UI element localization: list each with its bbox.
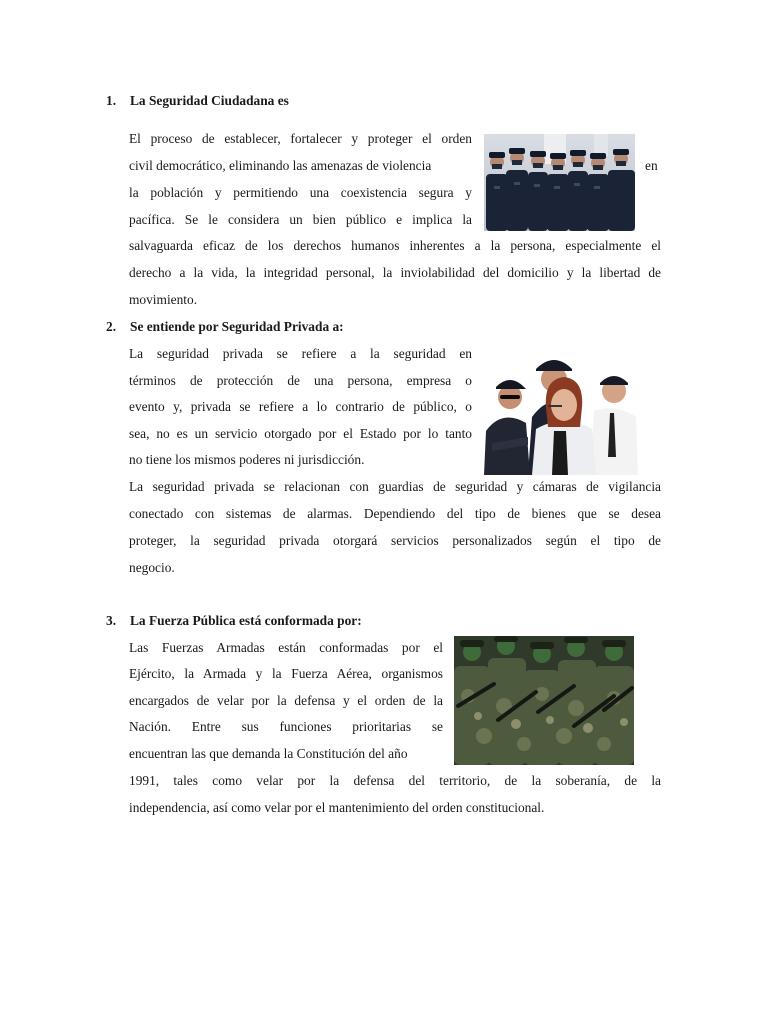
paragraph-line: El proceso de establecer, fortalecer y proteger el orden <box>129 131 472 146</box>
section-title: Se entiende por Seguridad Privada a: <box>130 319 344 334</box>
paragraph-line: 1991, tales como velar por la defensa del territorio, de la soberanía, de la <box>129 773 661 788</box>
private-security-guards-photo <box>484 347 640 475</box>
section-number: 1. <box>106 93 117 108</box>
paragraph-line: civil democrático, eliminando las amenazas de violencia <box>129 158 432 173</box>
section-number: 3. <box>106 613 117 628</box>
section-heading-2 <box>106 318 344 336</box>
paragraph-line: en <box>645 158 658 173</box>
paragraph-line: independencia, así como velar por el mantenimiento del orden constitucional. <box>129 800 545 815</box>
paragraph-line: La seguridad privada se refiere a la seguridad en <box>129 346 472 361</box>
paragraph-line: Nación. Entre sus funciones prioritarias se <box>129 719 443 734</box>
paragraph-line: términos de protección de una persona, empresa o <box>129 373 472 388</box>
section-title: La Seguridad Ciudadana es <box>130 93 289 108</box>
paragraph-line: Las Fuerzas Armadas están conformadas por el <box>129 640 443 655</box>
paragraph-line: evento y, privada se refiere a lo contrario de público, o <box>129 399 472 414</box>
paragraph-line: negocio. <box>129 560 175 575</box>
section-title: La Fuerza Pública está conformada por: <box>130 613 362 628</box>
paragraph-line: Ejército, la Armada y la Fuerza Aérea, organismos <box>129 666 443 681</box>
section-heading-1 <box>106 92 289 110</box>
section-heading-3 <box>106 612 362 630</box>
section-number: 2. <box>106 319 117 334</box>
paragraph-line: encuentran las que demanda la Constitución del año <box>129 746 408 761</box>
police-officers-photo <box>484 134 635 231</box>
paragraph-line: la población y permitiendo una coexistencia segura y <box>129 185 472 200</box>
paragraph-line: pacífica. Se le considera un bien público e implica la <box>129 212 472 227</box>
paragraph-line: encargados de velar por la defensa y el orden de la <box>129 693 443 708</box>
paragraph-line: La seguridad privada se relacionan con guardias de seguridad y cámaras de vigilancia <box>129 479 661 494</box>
paragraph-line: movimiento. <box>129 292 198 307</box>
paragraph-line: no tiene los mismos poderes ni jurisdicción. <box>129 452 365 467</box>
paragraph-line: proteger, la seguridad privada otorgará servicios personalizados según el tipo de <box>129 533 661 548</box>
paragraph-line: conectado con sistemas de alarmas. Dependiendo del tipo de bienes que se desea <box>129 506 661 521</box>
paragraph-line: salvaguarda eficaz de los derechos humanos inherentes a la persona, especialmente el <box>129 238 661 253</box>
paragraph-line: sea, no es un servicio otorgado por el Estado por lo tanto <box>129 426 472 441</box>
paragraph-line: derecho a la vida, la integridad personal, la inviolabilidad del domicilio y la libertad de <box>129 265 661 280</box>
armed-forces-soldiers-photo <box>454 636 634 765</box>
